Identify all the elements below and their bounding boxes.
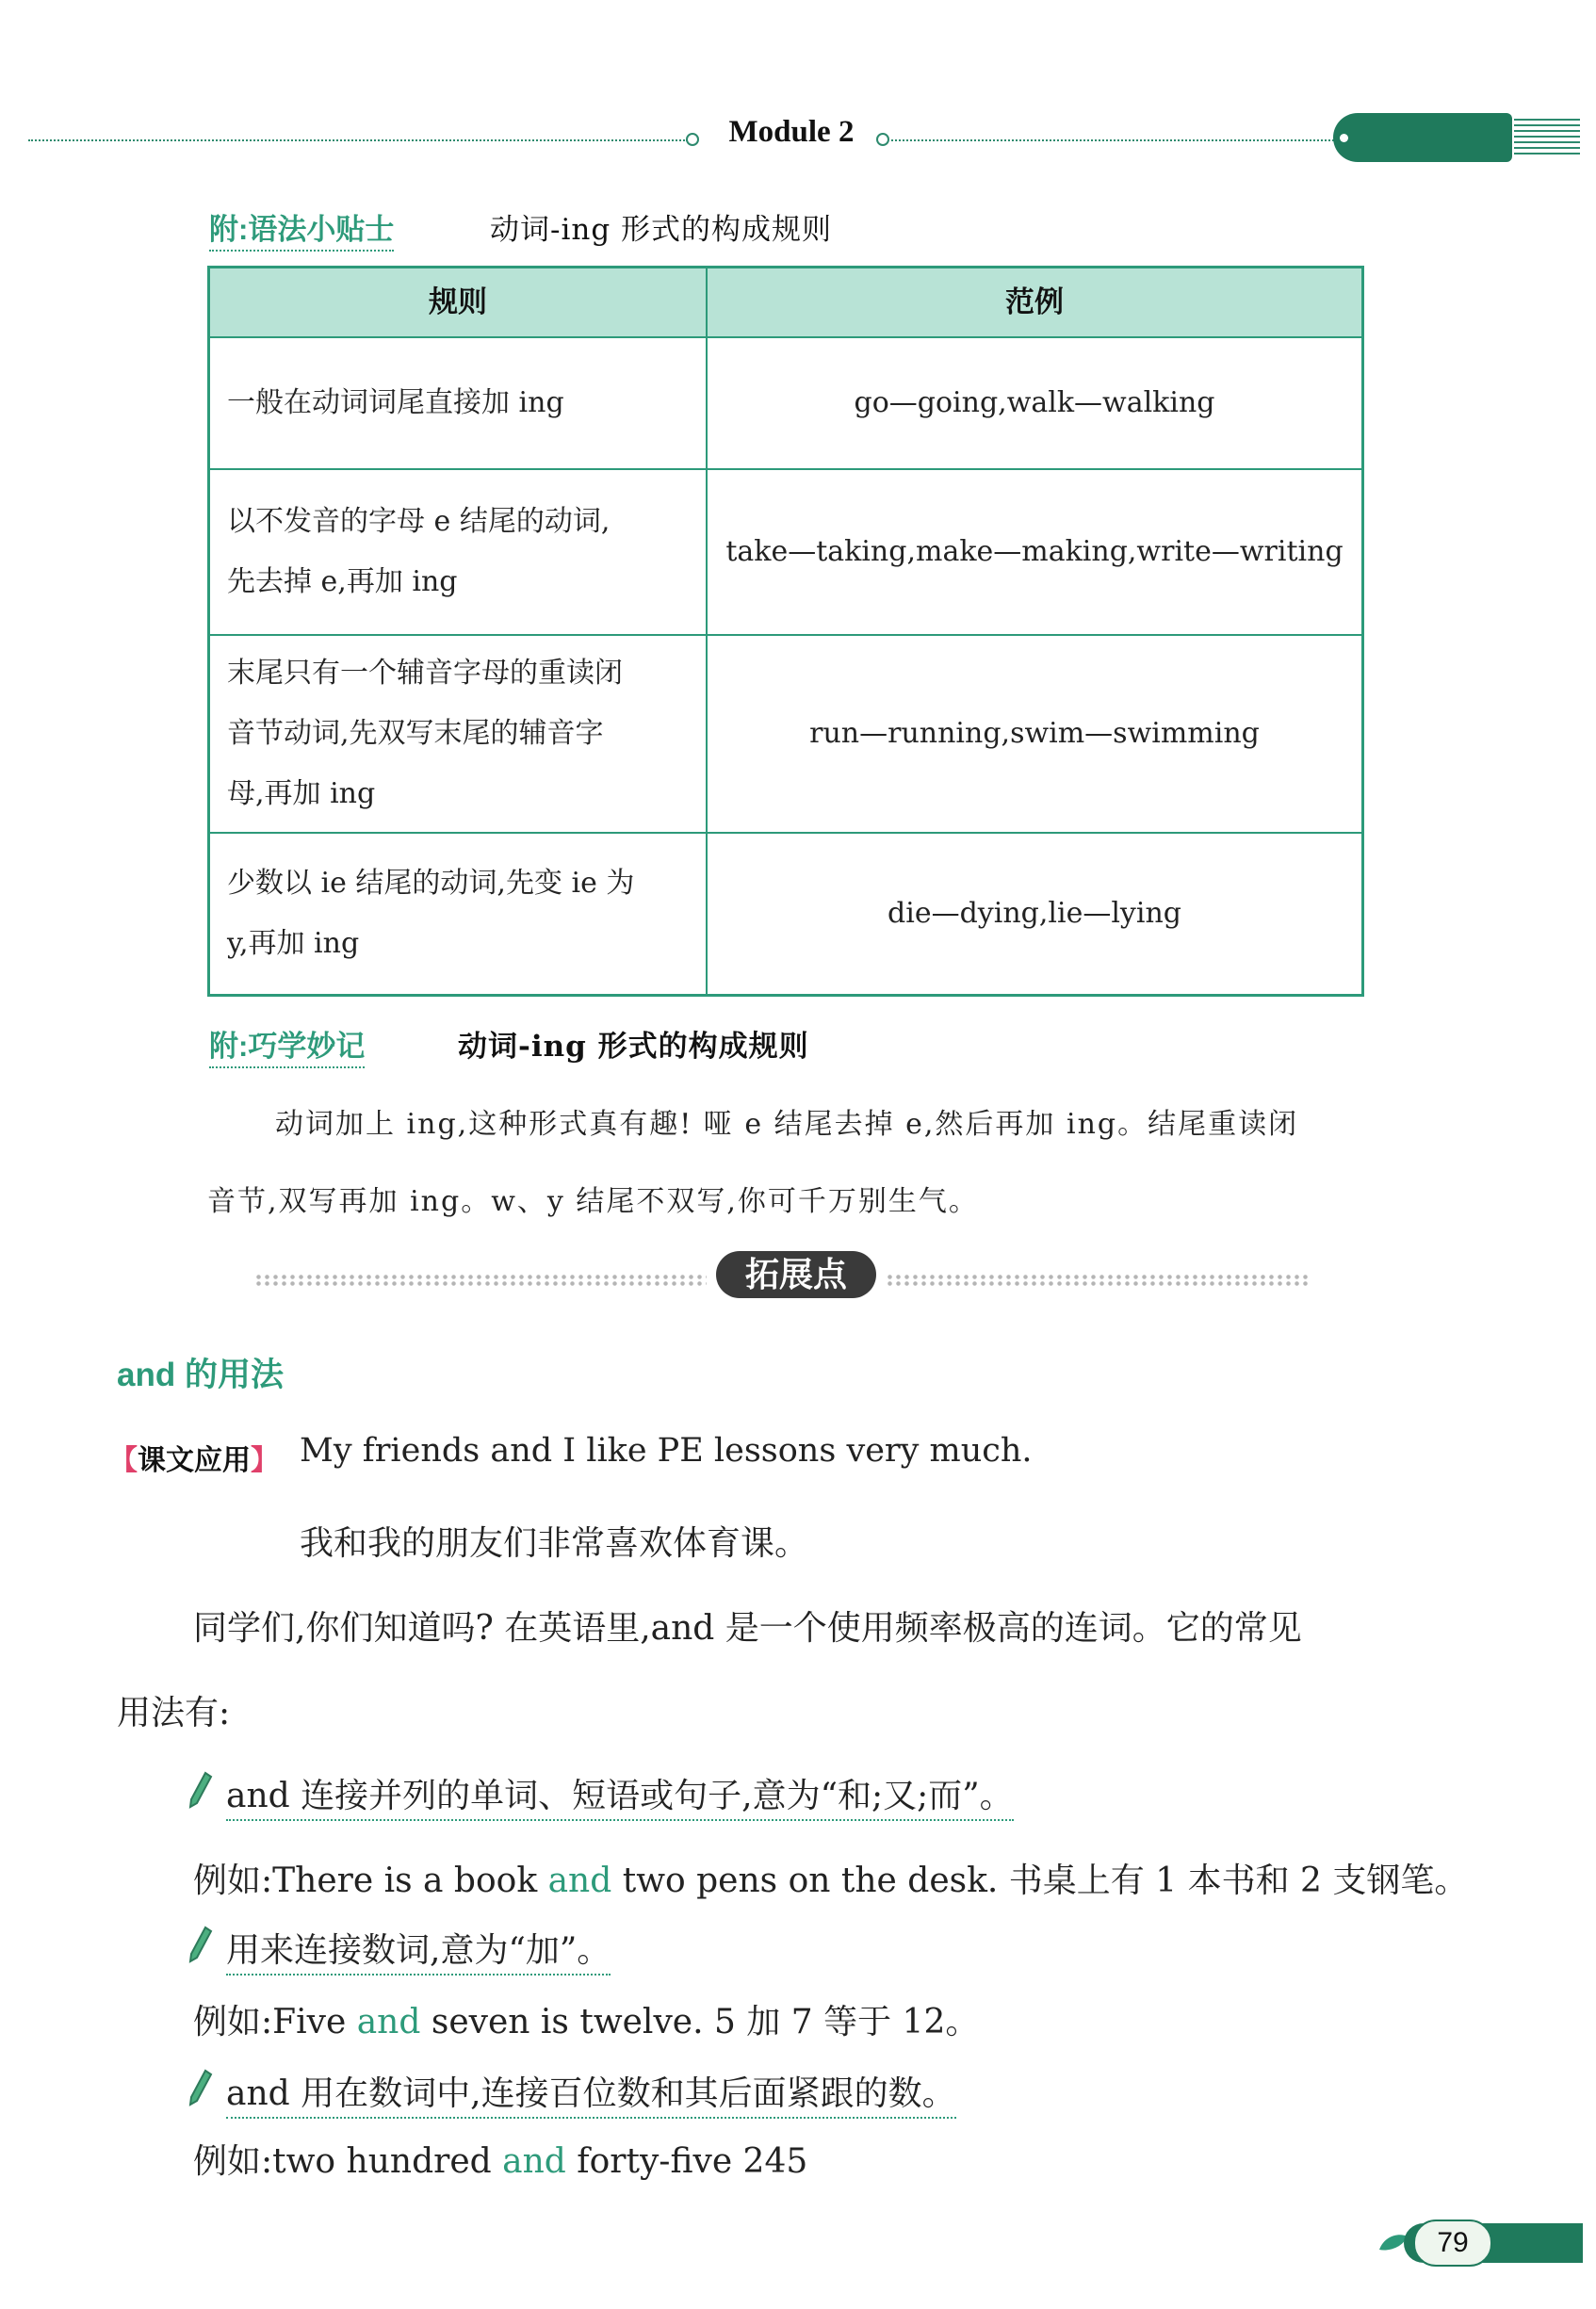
example-cell: take—taking,make—making,write—writing (707, 469, 1363, 635)
rule-cell (209, 635, 708, 833)
page-number: 79 (1413, 2220, 1492, 2267)
rule-line: y,再加 ing (227, 926, 360, 960)
example-cell: go—going,walk—walking (707, 337, 1363, 469)
header-stripes (1514, 119, 1580, 156)
point-3-title (226, 2067, 956, 2115)
table-row (209, 469, 1363, 635)
grammar-tip-title: 动词-ing 形式的构成规则 (490, 213, 833, 247)
point-3-title-text: and 用在数词中,连接百位数和其后面紧跟的数。 (226, 2074, 956, 2119)
point-1-title (226, 1769, 1014, 1817)
mnemonic-label: 附:巧学妙记 (209, 1022, 365, 1068)
rule-cell (209, 833, 708, 995)
pencil-icon (188, 1926, 213, 1963)
example-text: 例如:There is a book (193, 1862, 548, 1900)
and-highlight: and (356, 2003, 421, 2041)
point-1-title-text: and 连接并列的单词、短语或句子,意为“和;又;而”。 (226, 1777, 1014, 1821)
rule-line: 音节动词,先双写末尾的辅音字 (227, 717, 604, 750)
header-rule-right (891, 139, 1334, 141)
bracket-open: 【 (109, 1445, 138, 1476)
rule-line: 一般在动词词尾直接加 ing (227, 386, 564, 419)
table-row (209, 833, 1363, 995)
example-text: seven is twelve. 5 加 7 等于 12。 (420, 2003, 980, 2041)
rule-cell (209, 337, 708, 469)
app-label-text: 课文应用 (138, 1445, 251, 1476)
grammar-tip-label: 附:语法小贴士 (209, 205, 394, 252)
rule-cell (209, 469, 708, 635)
header-rule-left (28, 139, 688, 141)
expand-banner: 拓展点 (716, 1251, 876, 1298)
example-cell: die—dying,lie—lying (707, 833, 1363, 995)
example-zh: 我和我的朋友们非常喜欢体育课。 (300, 1524, 809, 1563)
pencil-icon (188, 1771, 213, 1809)
point-3-example (193, 2135, 807, 2183)
column-header-rule: 规则 (209, 268, 708, 338)
mnemonic-title: 动词-ing 形式的构成规则 (458, 1030, 809, 1064)
and-highlight: and (502, 2142, 566, 2181)
example-en: My friends and I like PE lessons very much. (300, 1432, 1033, 1470)
intro-line-1: 同学们,你们知道吗? 在英语里,and 是一个使用频率极高的连词。它的常见 (193, 1609, 1302, 1648)
pencil-icon (188, 2069, 213, 2106)
mnemonic-line-2: 音节,双写再加 ing。w、y 结尾不双写,你可千万别生气。 (207, 1185, 979, 1218)
point-2-example (193, 1995, 979, 2043)
and-highlight: and (547, 1862, 612, 1900)
banner-dots-right (886, 1274, 1310, 1287)
app-label (109, 1437, 279, 1478)
table-row (209, 635, 1363, 833)
example-text: two pens on the desk. 书桌上有 1 本书和 2 支钢笔。 (611, 1862, 1469, 1900)
module-title: Module 2 (728, 115, 855, 149)
rule-line: 以不发音的字母 e 结尾的动词, (227, 505, 611, 538)
header-dot-left (686, 133, 699, 146)
rule-line: 少数以 ie 结尾的动词,先变 ie 为 (227, 866, 635, 900)
table-header-row (209, 268, 1363, 338)
example-text: 例如:two hundred (193, 2142, 503, 2181)
mnemonic-line-1: 动词加上 ing,这种形式真有趣! 哑 e 结尾去掉 e,然后再加 ing。结尾重读闭 (275, 1108, 1299, 1141)
rule-line: 先去掉 e,再加 ing (227, 565, 458, 598)
ing-rules-table (207, 266, 1364, 997)
header-dot-right (876, 133, 889, 146)
bracket-close: 】 (251, 1445, 279, 1476)
point-2-title-text: 用来连接数词,意为“加”。 (226, 1931, 611, 1976)
example-cell: run—running,swim—swimming (707, 635, 1363, 833)
point-2-title (226, 1924, 611, 1972)
example-text: forty-five 245 (565, 2142, 808, 2181)
rule-line: 母,再加 ing (227, 777, 376, 810)
rule-line: 末尾只有一个辅音字母的重读闭 (227, 657, 623, 690)
point-1-example (193, 1854, 1468, 1902)
banner-dots-left (254, 1274, 707, 1287)
and-heading: and 的用法 (117, 1357, 284, 1393)
header-tab (1333, 113, 1512, 162)
table-row (209, 337, 1363, 469)
intro-line-2: 用法有: (117, 1694, 231, 1732)
column-header-example: 范例 (707, 268, 1363, 338)
header-tab-dot (1340, 134, 1348, 142)
example-text: 例如:Five (193, 2003, 357, 2041)
